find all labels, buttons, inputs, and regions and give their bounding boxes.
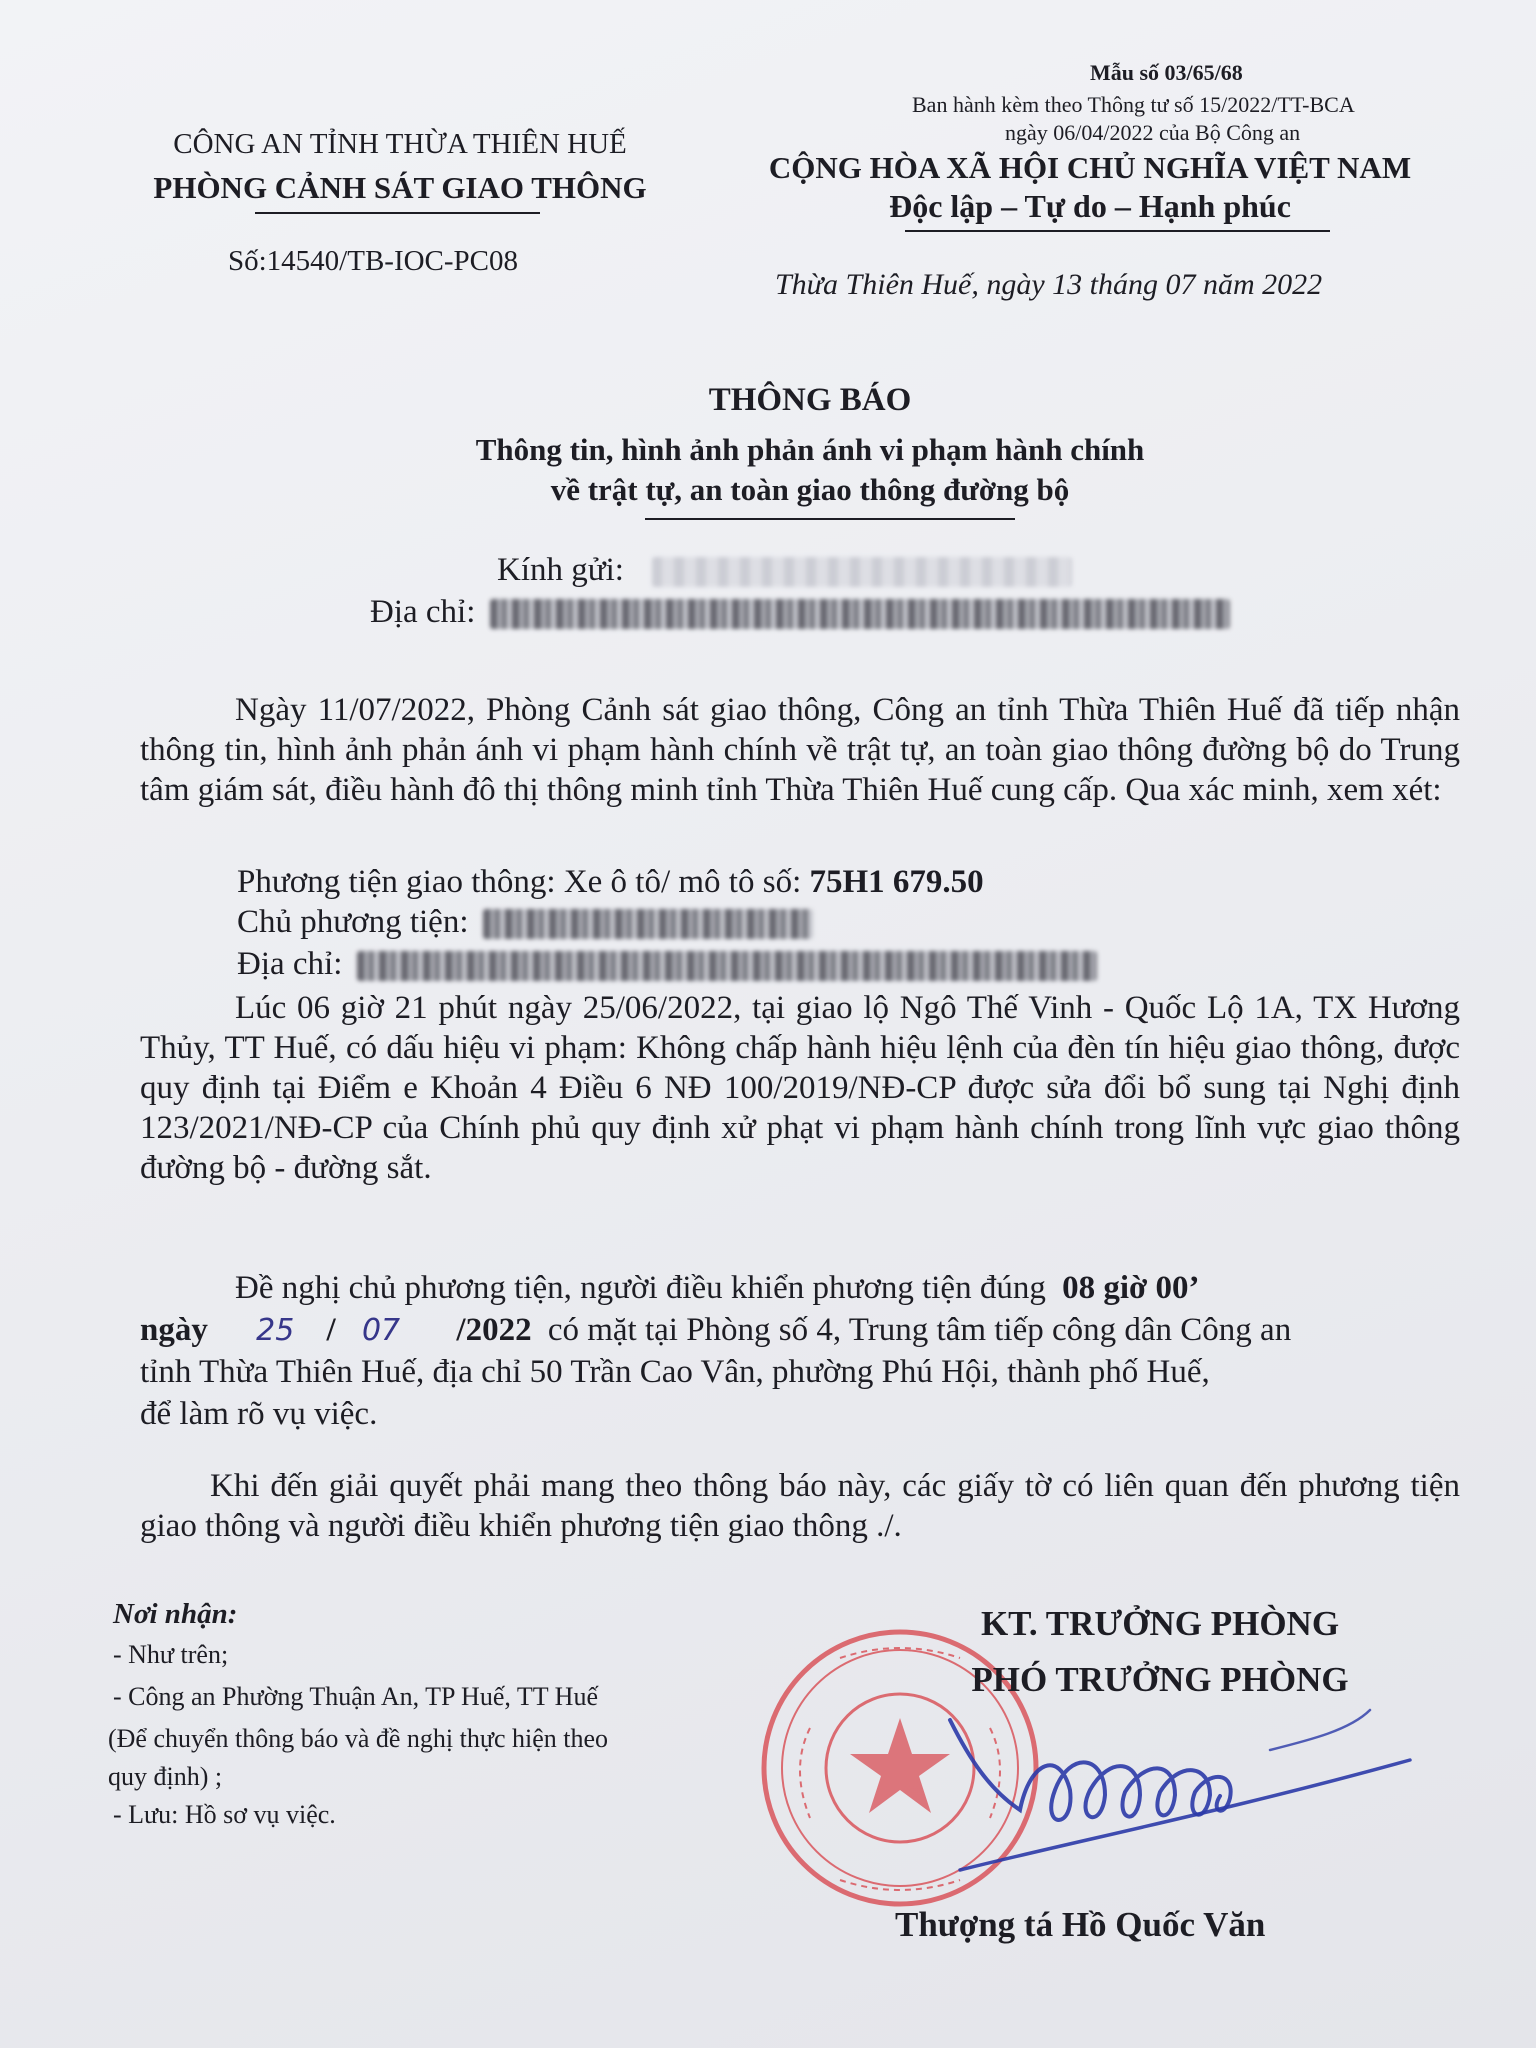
owner-label: Chủ phương tiện:	[237, 904, 469, 940]
vehicle-plate: 75H1 679.50	[809, 864, 984, 900]
owner-line	[237, 902, 1536, 942]
recipient-label: Kính gửi:	[497, 552, 624, 588]
redacted-owner-name	[483, 909, 813, 939]
signature-title-2: PHÓ TRƯỞNG PHÒNG	[971, 1660, 1349, 1699]
form-issued-date: ngày 06/04/2022 của Bộ Công an	[1005, 120, 1301, 145]
title-underline	[645, 518, 1015, 520]
handwritten-day: 25	[256, 1313, 295, 1348]
appointment-time: 08 giờ 00’	[1062, 1270, 1200, 1306]
signature-title-1: KT. TRƯỞNG PHÒNG	[980, 1604, 1340, 1643]
notice-subtitle-2: về trật tự, an toàn giao thông đường bộ	[550, 472, 1070, 507]
department-name: PHÒNG CẢNH SÁT GIAO THÔNG	[153, 170, 647, 205]
body-paragraph-2: Lúc 06 giờ 21 phút ngày 25/06/2022, tại giao lộ Ngô Thế Vinh - Quốc Lộ 1A, TX Hương Thủy, TT Huế, có dấu hiệu vi phạm: Không chấp hành hiệu lệnh của đèn tín hiệu giao thông, được quy định tại Điểm e Khoản 4 Điều 6 NĐ 100/2019/NĐ-CP được sửa đổi bổ sung tại Nghị định 123/2021/NĐ-CP của Chính phủ quy định xử phạt vi phạm hành chính trong lĩnh vực giao thông đường bộ - đường sắt.	[140, 990, 1460, 1186]
national-motto: Độc lập – Tự do – Hạnh phúc	[889, 188, 1291, 224]
recipient-line	[497, 552, 1072, 589]
handwritten-month: 07	[361, 1313, 401, 1348]
document-number: Số:14540/TB-IOC-PC08	[228, 245, 519, 277]
body-paragraph-4: Khi đến giải quyết phải mang theo thông báo này, các giấy tờ có liên quan đến phương tiện giao thông và người điều khiển phương tiện giao thông ./.	[140, 1468, 1460, 1544]
recipient-item-1: - Như trên;	[113, 1640, 229, 1669]
motto-underline	[905, 230, 1330, 232]
appointment-line-2	[140, 1310, 1460, 1351]
appointment-line-4: để làm rõ vụ việc.	[140, 1396, 378, 1432]
address-label: Địa chỉ:	[370, 594, 476, 630]
appointment-location: có mặt tại Phòng số 4, Trung tâm tiếp công dân Công an	[547, 1312, 1292, 1348]
redacted-owner-address	[357, 951, 1097, 981]
recipient-item-4: quy định) ;	[108, 1762, 223, 1791]
appointment-line-3: tỉnh Thừa Thiên Huế, địa chỉ 50 Trần Cao Vân, phường Phú Hội, thành phố Huế,	[140, 1354, 1210, 1390]
country-name: CỘNG HÒA XÃ HỘI CHỦ NGHĨA VIỆT NAM	[768, 150, 1412, 185]
recipients-heading: Nơi nhận:	[113, 1598, 238, 1630]
signer-name: Thượng tá Hồ Quốc Văn	[895, 1905, 1266, 1944]
form-issued-with: Ban hành kèm theo Thông tư số 15/2022/TT-BCA	[912, 92, 1355, 117]
appointment-day-label: ngày	[140, 1312, 208, 1348]
notice-subtitle-1: Thông tin, hình ảnh phản ánh vi phạm hành chính	[475, 432, 1145, 467]
vehicle-label: Phương tiện giao thông: Xe ô tô/ mô tô số:	[237, 864, 802, 900]
notice-title: THÔNG BÁO	[708, 382, 912, 418]
vehicle-line	[237, 862, 1536, 902]
place-date: Thừa Thiên Huế, ngày 13 tháng 07 năm 2022	[775, 268, 1323, 301]
recipient-item-3: (Để chuyển thông báo và đề nghị thực hiện theo	[108, 1724, 609, 1753]
redacted-recipient-name	[652, 557, 1072, 587]
owner-address-line	[237, 944, 1536, 984]
recipient-item-2: - Công an Phường Thuận An, TP Huế, TT Huế	[113, 1682, 598, 1711]
appointment-year: /2022	[456, 1312, 532, 1348]
appointment-line-1	[235, 1268, 1536, 1308]
redacted-recipient-address	[490, 599, 1230, 629]
date-slash: /	[326, 1312, 336, 1348]
agency-name: CÔNG AN TỈNH THỪA THIÊN HUẾ	[173, 128, 627, 160]
owner-address-label: Địa chỉ:	[237, 946, 343, 982]
recipient-address-line	[370, 594, 1230, 631]
recipient-item-5: - Lưu: Hồ sơ vụ việc.	[113, 1800, 336, 1829]
body-paragraph-1: Ngày 11/07/2022, Phòng Cảnh sát giao thông, Công an tỉnh Thừa Thiên Huế đã tiếp nhận thông tin, hình ảnh phản ánh vi phạm hành chính về trật tự, an toàn giao thông đường bộ do Trung tâm giám sát, điều hành đô thị thông minh tỉnh Thừa Thiên Huế cung cấp. Qua xác minh, xem xét:	[140, 692, 1460, 808]
department-underline	[255, 212, 540, 214]
appointment-request: Đề nghị chủ phương tiện, người điều khiển phương tiện đúng	[235, 1270, 1046, 1306]
form-code: Mẫu số 03/65/68	[1090, 60, 1243, 85]
handwritten-signature	[930, 1700, 1430, 1880]
